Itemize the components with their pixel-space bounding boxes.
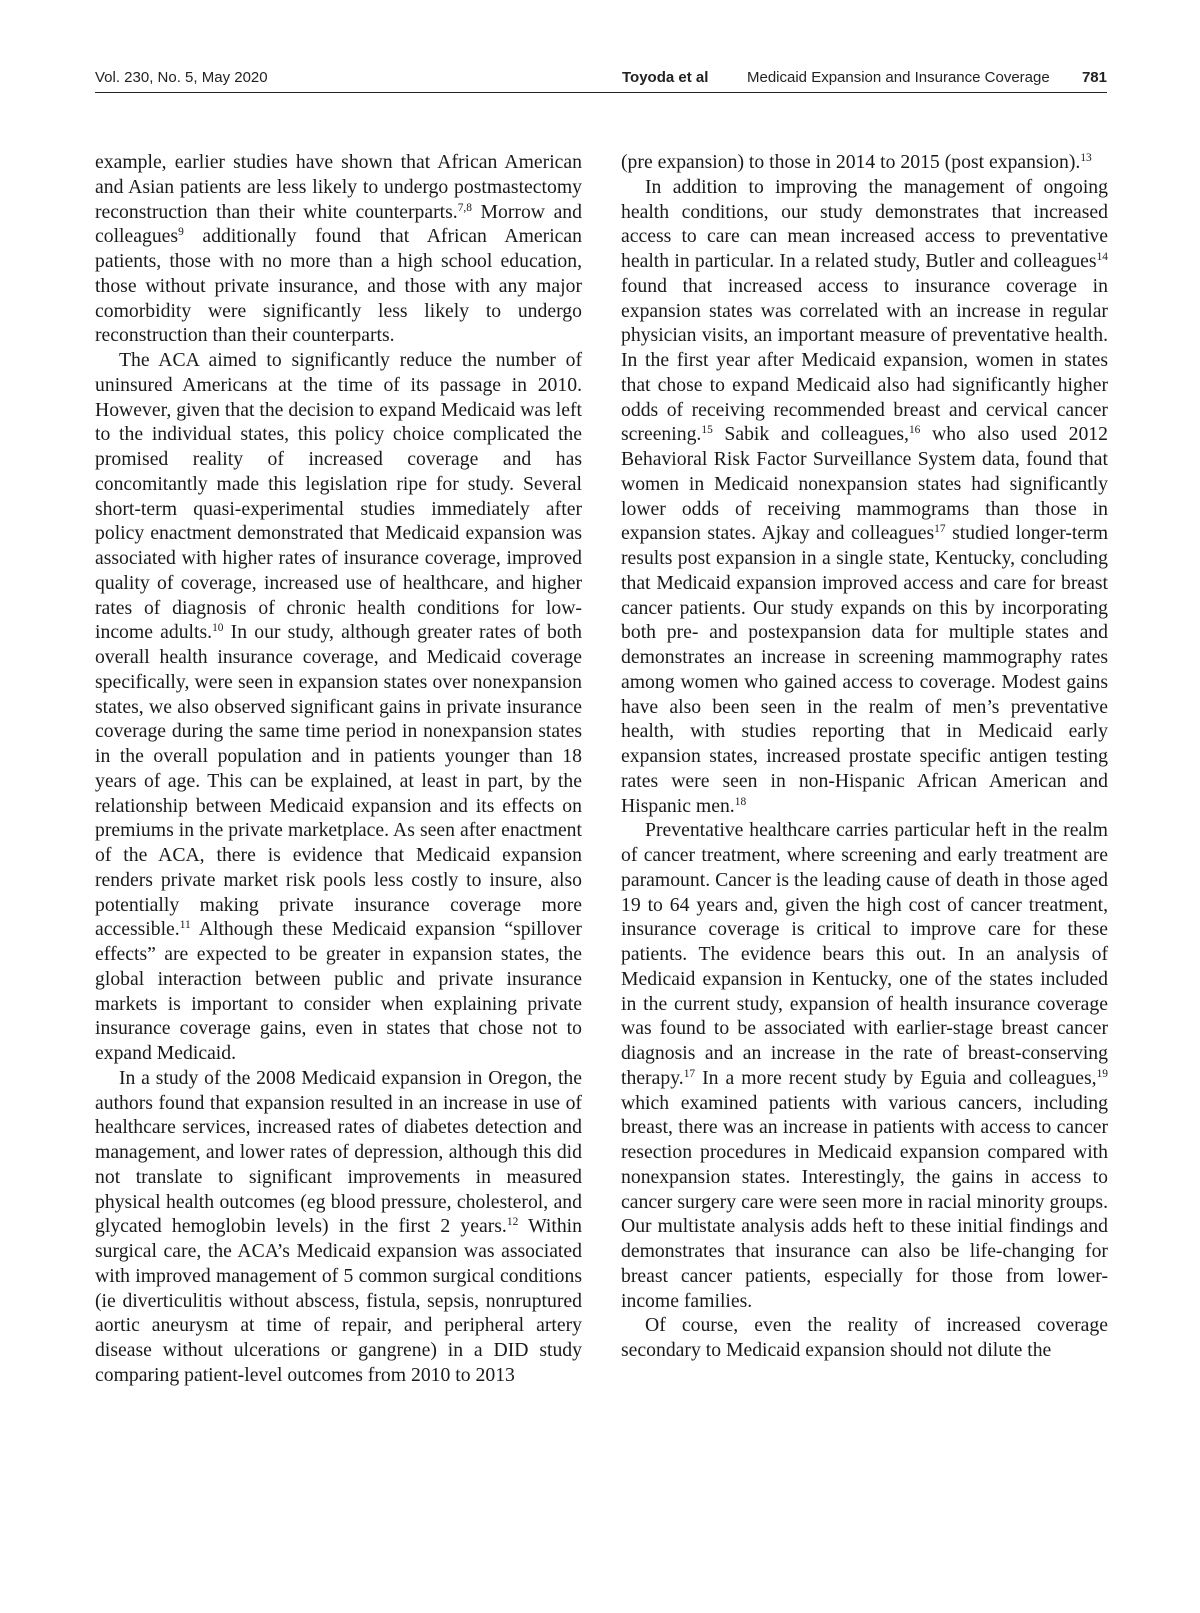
running-title: Medicaid Expansion and Insurance Coverage: [747, 69, 1050, 86]
citation-ref: 7,8: [457, 201, 472, 214]
citation-ref: 13: [1080, 151, 1092, 164]
citation-ref: 16: [908, 424, 921, 437]
paragraph: [621, 150, 1108, 175]
citation-ref: 10: [212, 622, 224, 635]
citation-ref: 11: [179, 919, 191, 932]
text-run: found that increased access to insurance coverage in expansion states was correlated with an increase in regular physician visits, an important measure of preventative health. In the first year after Medicaid expansion, women in states that chose to expand Medicaid also had significantly higher odds of receiving recommended breast and cervical cancer screening.: [621, 274, 1108, 446]
text-run: who also used 2012 Behavioral Risk Factor Surveillance System data, found that women in Medicaid nonexpansion states had significantly lower odds of receiving mammograms than those in expansion states. Ajkay and colleagues: [621, 423, 1108, 545]
text-run: In a more recent study by Eguia and colleagues,: [695, 1066, 1097, 1089]
text-run: studied longer-term results post expansion in a single state, Kentucky, concluding that Medicaid expansion improved access and care for breast cancer patients. Our study expands on this by incorporating both pre- and postexpansion data for multiple states and demonstrates an increase in screening mammography rates among women who gained access to coverage. Modest gains have also been seen in the realm of men’s preventative health, with studies reporting that in Medicaid early expansion states, increased prostate specific antigen testing rates were seen in non-Hispanic African American and Hispanic men.: [621, 522, 1109, 817]
citation-ref: 19: [1096, 1067, 1108, 1080]
text-run: The ACA aimed to significantly reduce the number of uninsured Americans at the time of its passage in 2010. However, given that the decision to expand Medicaid was left to the individual states, this policy choice complicated the promised reality of increased coverage and has concomitantly made this legislation ripe for study. Several short-term quasi-experimental studies immediately after policy enactment demonstrated that Medicaid expansion was associated with higher rates of insurance coverage, improved quality of coverage, increased use of healthcare, and higher rates of diagnosis of chronic health conditions for low-income adults.: [95, 349, 582, 644]
citation-ref: 17: [683, 1067, 696, 1080]
text-run: Morrow and colleagues: [95, 200, 582, 248]
text-run: In addition to improving the management of ongoing health conditions, our study demonstrates that increased access to care can mean increased access to preventative health in particular. In a related study, Butler and colleagues: [621, 175, 1108, 272]
paragraph: [95, 1066, 582, 1388]
running-authors: Toyoda et al: [622, 69, 709, 86]
citation-ref: 17: [934, 523, 946, 536]
citation-ref: 15: [701, 424, 713, 437]
right-column: [621, 150, 1108, 1363]
paragraph: [95, 150, 582, 348]
page-number: 781: [1081, 69, 1107, 86]
text-run: example, earlier studies have shown that African American and Asian patients are less likely to undergo postmastectomy reconstruction than their white counterparts.: [95, 151, 582, 223]
left-column: [95, 150, 582, 1388]
citation-ref: 18: [734, 795, 747, 808]
text-run: Although these Medicaid expansion “spillover effects” are expected to be greater in expansion states, the global interaction between public and private insurance markets is important to consider when explaining private insurance coverage gains, even in states that chose not to expand Medicaid.: [95, 918, 582, 1064]
citation-ref: 12: [506, 1216, 519, 1229]
text-run: additionally found that African American patients, those with no more than a high school education, those without private insurance, and those with any major comorbidity were significantly less likely to undergo reconstruction than their counterparts.: [95, 225, 582, 347]
text-run: (pre expansion) to those in 2014 to 2015 (post expansion).: [621, 151, 1081, 173]
text-run: In our study, although greater rates of both overall health insurance coverage, and Medicaid coverage specifically, were seen in expansion states over nonexpansion states, we also observed significant gains in private insurance coverage during the same time period in nonexpansion states in the overall population and in patients younger than 18 years of age. This can be explained, at least in part, by the relationship between Medicaid expansion and its effects on premiums in the private marketplace. As seen after enactment of the ACA, there is evidence that Medicaid expansion renders private market risk pools less costly to insure, also potentially making private insurance coverage more accessible.: [95, 621, 582, 941]
text-run: Sabik and colleagues,: [712, 423, 909, 446]
text-run: Of course, even the reality of increased coverage secondary to Medicaid expansion should not dilute the: [621, 1314, 1108, 1361]
text-run: which examined patients with various cancers, including breast, there was an increase in patients with access to cancer resection procedures in Medicaid expansion compared with nonexpansion states. Interestingly, the gains in access to cancer surgery care were seen more in racial minority groups. Our multistate analysis adds heft to these initial findings and demonstrates that insurance can also be life-changing for breast cancer patients, especially for those from lower-income families.: [621, 1091, 1108, 1312]
paragraph: [621, 818, 1108, 1313]
paragraph: [621, 175, 1108, 819]
running-header: [95, 66, 1107, 93]
citation-ref: 14: [1096, 250, 1108, 263]
text-run: Within surgical care, the ACA’s Medicaid expansion was associated with improved management of 5 common surgical conditions (ie diverticulitis without abscess, fistula, sepsis, nonruptured aortic aneurysm at time of repair, and peripheral artery disease without ulcerations or gangrene) in a DID study comparing patient-level outcomes from 2010 to 2013: [95, 1215, 582, 1386]
text-run: In a study of the 2008 Medicaid expansion in Oregon, the authors found that expansion resulted in an increase in use of healthcare services, increased rates of diabetes detection and management, and lower rates of depression, although this did not translate to significant improvements in measured physical health outcomes (eg blood pressure, cholesterol, and glycated hemoglobin levels) in the first 2 years.: [95, 1066, 582, 1238]
citation-ref: 9: [178, 226, 184, 239]
paragraph: [95, 348, 582, 1066]
journal-volume: Vol. 230, No. 5, May 2020: [95, 69, 268, 86]
text-run: Preventative healthcare carries particular heft in the realm of cancer treatment, where screening and early treatment are paramount. Cancer is the leading cause of death in those aged 19 to 64 years and, given the high cost of cancer treatment, insurance coverage is critical to improve care for these patients. The evidence bears this out. In an analysis of Medicaid expansion in Kentucky, one of the states included in the current study, expansion of health insurance coverage was found to be associated with earlier-stage breast cancer diagnosis and an increase in the rate of breast-conserving therapy.: [621, 819, 1108, 1089]
paragraph: [621, 1313, 1108, 1363]
